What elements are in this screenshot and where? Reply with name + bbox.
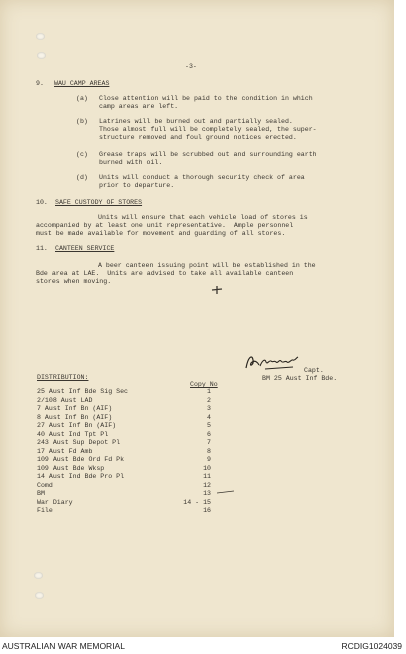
- punch-hole: [37, 52, 46, 59]
- distribution-copy-number: 16: [203, 507, 211, 514]
- punch-hole: [36, 33, 45, 40]
- distribution-copy-number: 4: [207, 413, 211, 421]
- item-line: burned with oil.: [99, 159, 163, 166]
- section-number: 10.: [36, 199, 48, 206]
- distribution-copy-number: 10: [203, 464, 211, 472]
- item-line: Close attention will be paid to the condition in which: [99, 95, 313, 102]
- item-line: Latrines will be burned out and partially sealed.: [99, 118, 293, 125]
- distribution-unit: Comd: [37, 481, 53, 489]
- distribution-unit: 109 Aust Bde Wksp: [37, 464, 105, 472]
- distribution-copy-number: 7: [207, 439, 211, 446]
- footer-institution: AUSTRALIAN WAR MEMORIAL: [2, 641, 125, 651]
- distribution-unit: BM: [37, 490, 45, 497]
- punch-hole: [35, 592, 44, 599]
- item-label: (a): [76, 95, 88, 102]
- distribution-unit: File: [37, 507, 53, 514]
- section-number: 9.: [36, 80, 44, 87]
- ink-mark: [211, 285, 223, 295]
- distribution-copy-number: 3: [207, 405, 211, 412]
- section-line: A beer canteen issuing point will be established in the: [98, 262, 316, 269]
- item-line: Units will conduct a thorough security check of area: [99, 174, 305, 181]
- item-label: (b): [76, 118, 88, 125]
- item-line: prior to departure.: [99, 182, 175, 189]
- section-heading: CANTEEN SERVICE: [55, 245, 115, 252]
- item-line: Those almost full will be completely sealed, the super-: [99, 126, 317, 133]
- item-line: camp areas are left.: [99, 103, 179, 110]
- section-heading: WAU CAMP AREAS: [54, 80, 110, 87]
- distribution-unit: 25 Aust Inf Bde Sig Sec: [37, 388, 129, 395]
- section-line: Units will ensure that each vehicle load of stores is: [98, 214, 308, 221]
- page-number: -3-: [185, 63, 197, 70]
- distribution-unit: War Diary: [37, 498, 73, 506]
- distribution-copy-number: 6: [207, 430, 211, 438]
- distribution-unit: 243 Aust Sup Depot Pl: [37, 439, 121, 446]
- distribution-copy-number: 12: [203, 481, 211, 489]
- distribution-unit: 17 Aust Fd Amb: [37, 447, 93, 455]
- ink-mark: [216, 488, 236, 496]
- distribution-copy-number: 11: [203, 473, 211, 480]
- distribution-unit: 14 Aust Ind Bde Pro Pl: [37, 473, 125, 480]
- handwritten-signature: [243, 351, 301, 373]
- signature-rank: Capt.: [304, 367, 324, 374]
- distribution-heading: DISTRIBUTION:: [37, 374, 89, 381]
- section-line: stores when moving.: [36, 278, 112, 285]
- section-line: must be made available for movement and guarding of all stores.: [36, 230, 286, 237]
- distribution-copy-number: 9: [207, 456, 211, 463]
- distribution-unit: 7 Aust Inf Bn (AIF): [37, 405, 113, 412]
- item-label: (d): [76, 174, 88, 181]
- distribution-copy-number: 1: [207, 388, 211, 395]
- distribution-unit: 109 Aust Bde Ord Fd Pk: [37, 456, 125, 463]
- signature-appointment: BM 25 Aust Inf Bde.: [262, 375, 338, 382]
- item-line: Grease traps will be scrubbed out and surrounding earth: [99, 151, 317, 158]
- distribution-unit: 27 Aust Inf Bn (AIF): [37, 422, 117, 429]
- archive-footer: [0, 638, 406, 654]
- section-heading: SAFE CUSTODY OF STORES: [55, 199, 143, 206]
- copy-column-header: Copy No: [190, 381, 218, 388]
- distribution-copy-number: 13: [203, 490, 211, 497]
- footer-record-id: RCDIG1024039: [341, 641, 402, 651]
- section-line: accompanied by at least one unit representative. Ample personnel: [36, 222, 294, 229]
- distribution-copy-number: 5: [207, 422, 211, 429]
- section-line: Bde area at LAE. Units are advised to take all available canteen: [36, 270, 294, 277]
- distribution-unit: 40 Aust Ind Tpt Pl: [37, 430, 109, 438]
- distribution-unit: 2/108 Aust LAD: [37, 396, 93, 404]
- section-number: 11.: [36, 245, 48, 252]
- punch-hole: [34, 572, 43, 579]
- item-line: structure removed and foul ground notices erected.: [99, 134, 297, 141]
- distribution-copy-number: 2: [207, 396, 211, 404]
- distribution-copy-number: 8: [207, 447, 211, 455]
- distribution-copy-number: 14 - 15: [183, 498, 211, 506]
- distribution-unit: 8 Aust Inf Bn (AIF): [37, 413, 113, 421]
- item-label: (c): [76, 151, 88, 158]
